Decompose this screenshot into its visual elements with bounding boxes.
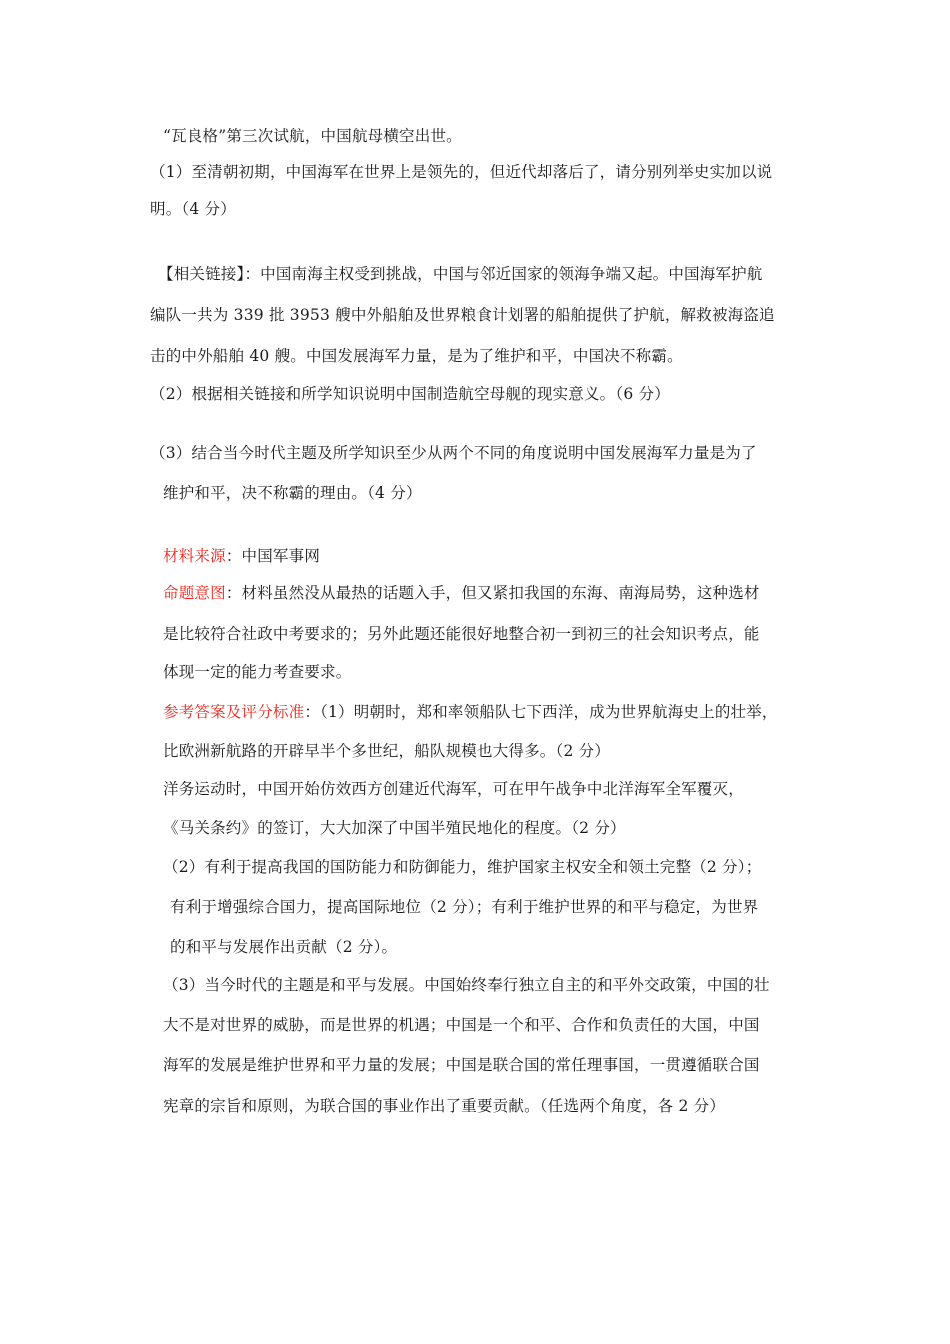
intent-line-2: 是比较符合社政中考要求的；另外此题还能很好地整合初一到初三的社会知识考点，能 (163, 625, 760, 643)
answer-line-4: 《马关条约》的签订，大大加深了中国半殖民地化的程度。（2 分） (163, 819, 626, 837)
intent-line-1-text: ：材料虽然没从最热的话题入手，但又紧扣我国的东海、南海局势，这种选材 (225, 584, 760, 602)
answer-label: 参考答案及评分标准 (163, 703, 305, 721)
material-source-text: ：中国军事网 (225, 547, 321, 565)
answer-line-2: 比欧洲新航路的开辟早半个多世纪，船队规模也大得多。（2 分） (163, 742, 611, 760)
answer-line-3: 洋务运动时，中国开始仿效西方创建近代海军，可在甲午战争中北洋海军全军覆灭， (163, 780, 744, 798)
answer-line-8: （3）当今时代的主题是和平与发展。中国始终奉行独立自主的和平外交政策，中国的壮 (163, 976, 770, 994)
answer-line-5: （2）有利于提高我国的国防能力和防御能力，维护国家主权安全和领土完整（2 分）； (163, 858, 762, 876)
related-link-line-3: 击的中外船舶 40 艘。中国发展海军力量，是为了维护和平，中国决不称霸。 (150, 347, 683, 365)
answer-line-1 (163, 702, 778, 722)
question-1-line-2: 明。（4 分） (150, 200, 236, 218)
question-3-line-1: （3）结合当今时代主题及所学知识至少从两个不同的角度说明中国发展海军力量是为了 (150, 444, 757, 462)
intent-line-1 (163, 583, 760, 603)
question-1-line-1: （1）至清朝初期，中国海军在世界上是领先的，但近代却落后了，请分别列举史实加以说 (150, 163, 773, 181)
related-link-line-1: 【相关链接】：中国南海主权受到挑战，中国与邻近国家的领海争端又起。中国海军护航 (158, 265, 763, 283)
answer-line-10: 海军的发展是维护世界和平力量的发展；中国是联合国的常任理事国，一贯遵循联合国 (163, 1056, 760, 1074)
question-3-line-2: 维护和平，决不称霸的理由。（4 分） (163, 484, 422, 502)
question-2-line-1: （2）根据相关链接和所学知识说明中国制造航空母舰的现实意义。（6 分） (150, 385, 670, 403)
related-link-line-2: 编队一共为 339 批 3953 艘中外船舶及世界粮食计划署的船舶提供了护航，解救被海盗追 (150, 306, 775, 324)
answer-line-1-text: ：（1）明朝时，郑和率领船队七下西洋，成为世界航海史上的壮举， (304, 703, 778, 721)
material-source (163, 546, 320, 566)
answer-line-6: 有利于增强综合国力，提高国际地位（2 分）；有利于维护世界的和平与稳定，为世界 (170, 898, 759, 916)
intent-line-3: 体现一定的能力考查要求。 (163, 663, 352, 681)
intro-line: “瓦良格”第三次试航，中国航母横空出世。 (163, 127, 462, 145)
answer-line-11: 宪章的宗旨和原则，为联合国的事业作出了重要贡献。（任选两个角度，各 2 分） (163, 1097, 726, 1115)
material-source-label: 材料来源 (163, 547, 226, 565)
answer-line-7: 的和平与发展作出贡献（2 分）。 (170, 938, 398, 956)
intent-label: 命题意图 (163, 584, 226, 602)
answer-line-9: 大不是对世界的威胁，而是世界的机遇；中国是一个和平、合作和负责任的大国，中国 (163, 1016, 760, 1034)
